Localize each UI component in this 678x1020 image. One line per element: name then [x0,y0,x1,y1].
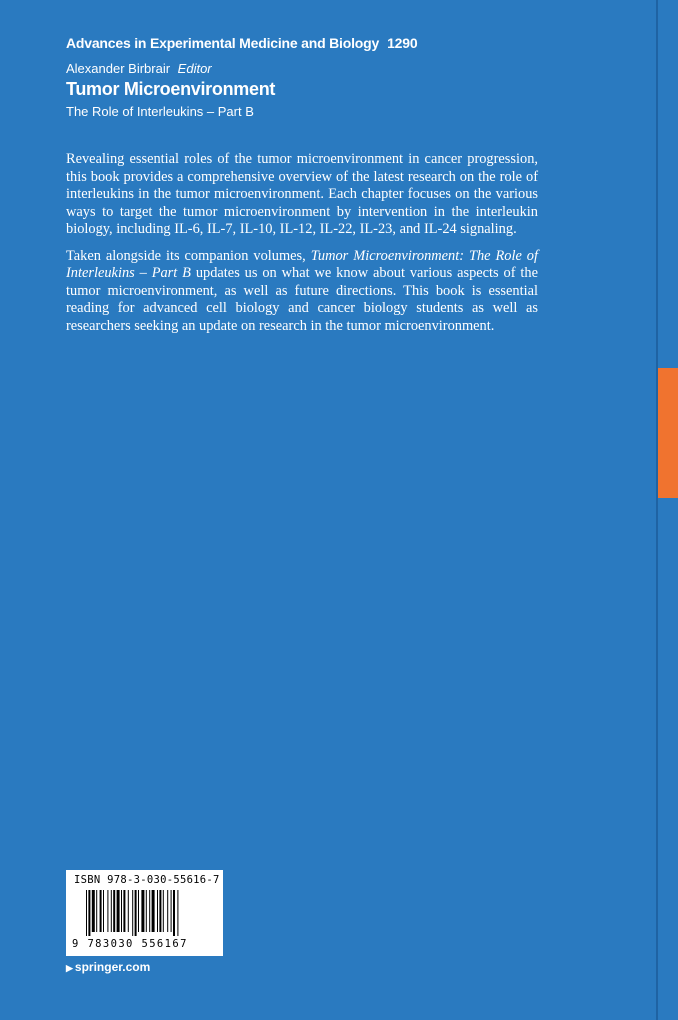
description-paragraph-2 [66,248,538,336]
book-subtitle: The Role of Interleukins – Part B [66,104,254,119]
editor-name: Alexander Birbrair [66,61,171,76]
book-description [66,151,538,344]
editor-line [66,61,212,76]
editor-role: Editor [177,61,212,76]
book-title: Tumor Microenvironment [66,79,276,99]
barcode-bars [86,890,204,936]
description-text: updates us on what we know about various aspects of the tumor microenvironment, as well as future directions. This book is essential reading for advanced cell biology and cancer biology students as well as researchers seeking an update on research in the tumor microenvironment. [66,265,538,334]
description-paragraph-1: Revealing essential roles of the tumor microenvironment in cancer progression, this book provides a comprehensive overview of the latest research on the role of interleukins in the tumor microenvironment. Each chapter focuses on the various ways to target the tumor microenvironment by intervention in the interleukin biology, including IL-6, IL-7, IL-10, IL-12, IL-22, IL-23, and IL-24 signaling. [66,151,538,237]
series-line [66,35,417,51]
volume-number: 1290 [387,35,418,51]
series-title: Advances in Experimental Medicine and Biology [66,35,380,51]
cover-edge-line [656,0,658,1020]
publisher-link[interactable] [66,960,150,974]
spine-accent-bar [658,368,678,498]
isbn-barcode [66,870,223,956]
description-text: Taken alongside its companion volumes, [66,247,311,264]
barcode-digits: 9 783030 556167 [72,938,188,950]
triangle-right-icon: ▶ [66,963,73,973]
companion-volume-title: Tumor Microenvironment: The Role of Interleukins – Part B [66,247,538,281]
isbn-label: ISBN 978-3-030-55616-7 [74,874,220,886]
publisher-url-text: springer.com [74,960,151,974]
